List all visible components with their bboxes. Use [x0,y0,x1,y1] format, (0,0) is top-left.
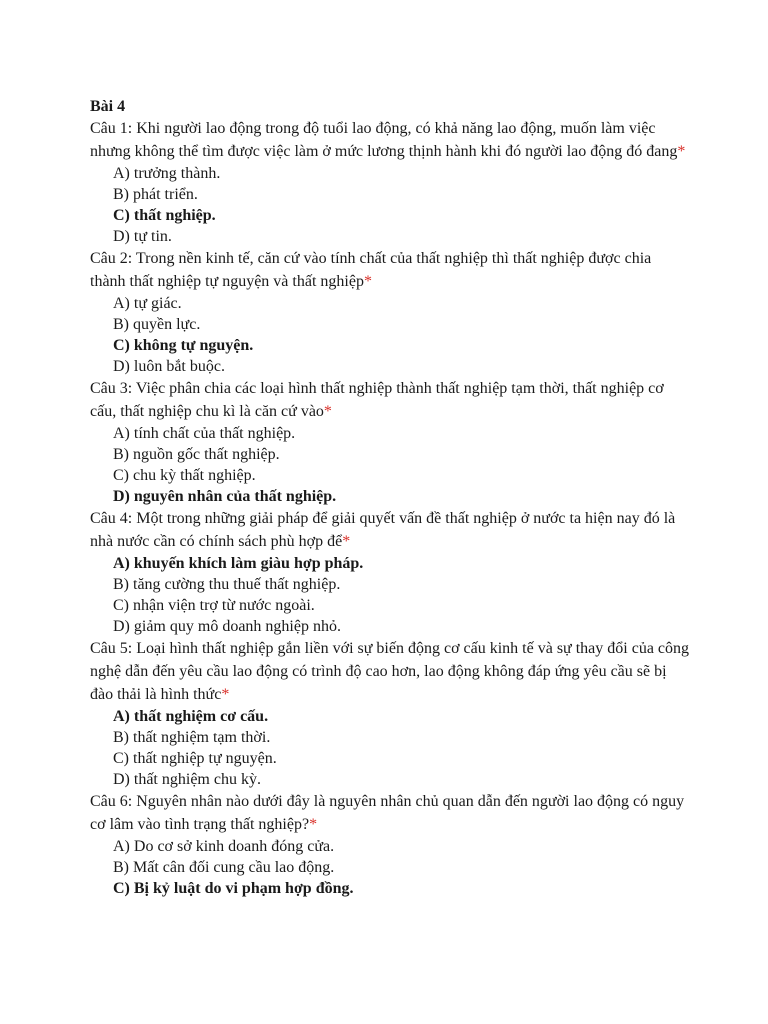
required-marker: * [342,533,351,550]
required-marker: * [221,686,230,703]
answer-option-correct: C) không tự nguyện. [113,337,254,354]
question-list [90,117,690,899]
document-page [90,96,690,899]
answer-option-correct: C) thất nghiệp. [113,207,216,224]
question-block [90,637,690,790]
answer-option: B) Mất cân đối cung cầu lao động. [113,859,335,876]
question-text [90,117,690,163]
required-marker: * [363,273,372,290]
document-title: Bài 4 [90,98,126,115]
question-block [90,790,690,899]
answer-option-correct: A) khuyến khích làm giàu hợp pháp. [113,555,364,572]
question-block [90,507,690,637]
question-stem: Câu 1: Khi người lao động trong độ tuổi lao động, có khả năng lao động, muốn làm việc nhưng không thể tìm được việc làm ở mức lương thịnh hành khi đó người lao động đó đang [90,120,678,160]
answer-option: D) tự tin. [113,228,172,245]
answer-option-correct: A) thất nghiệm cơ cấu. [113,708,269,725]
answer-option: C) nhận viện trợ từ nước ngoài. [113,597,315,614]
answer-option: A) tự giác. [113,295,182,312]
question-stem: Câu 2: Trong nền kinh tế, căn cứ vào tính chất của thất nghiệp thì thất nghiệp được chia thành thất nghiệp tự nguyện và thất nghiệp [90,250,652,290]
answer-option: A) trưởng thành. [113,165,221,182]
question-stem: Câu 4: Một trong những giải pháp để giải quyết vấn đề thất nghiệp ở nước ta hiện nay đó là nhà nước cần có chính sách phù hợp để [90,510,676,550]
question-block [90,247,690,377]
answer-option: D) thất nghiệm chu kỳ. [113,771,261,788]
question-stem: Câu 3: Việc phân chia các loại hình thất nghiệp thành thất nghiệp tạm thời, thất nghiệp cơ cấu, thất nghiệp chu kì là căn cứ vào [90,380,664,420]
required-marker: * [677,143,686,160]
answer-option: D) giảm quy mô doanh nghiệp nhỏ. [113,618,341,635]
answer-option: A) Do cơ sở kinh doanh đóng cửa. [113,838,335,855]
required-marker: * [323,403,332,420]
answer-option-correct: D) nguyên nhân của thất nghiệp. [113,488,337,505]
answer-option: B) quyền lực. [113,316,201,333]
question-stem: Câu 6: Nguyên nhân nào dưới đây là nguyên nhân chủ quan dẫn đến người lao động có nguy cơ lâm vào tình trạng thất nghiệp? [90,793,685,833]
question-block [90,117,690,247]
question-text [90,377,690,423]
question-text [90,637,690,706]
answer-option: B) thất nghiệm tạm thời. [113,729,271,746]
answer-option-correct: C) Bị kỷ luật do vi phạm hợp đồng. [113,880,354,897]
answer-option: D) luôn bắt buộc. [113,358,225,375]
question-stem: Câu 5: Loại hình thất nghiệp gắn liền với sự biến động cơ cấu kinh tế và sự thay đổi của công nghệ dẫn đến yêu cầu lao động có trình độ cao hơn, lao động không đáp ứng yêu cầu sẽ bị đào thải là hình thức [90,640,690,703]
question-text [90,507,690,553]
required-marker: * [309,816,318,833]
answer-option: A) tính chất của thất nghiệp. [113,425,296,442]
question-text [90,247,690,293]
answer-option: B) phát triển. [113,186,198,203]
answer-option: C) thất nghiệp tự nguyện. [113,750,277,767]
question-text [90,790,690,836]
answer-option: B) tăng cường thu thuế thất nghiệp. [113,576,341,593]
question-block [90,377,690,507]
answer-option: B) nguồn gốc thất nghiệp. [113,446,280,463]
answer-option: C) chu kỳ thất nghiệp. [113,467,256,484]
